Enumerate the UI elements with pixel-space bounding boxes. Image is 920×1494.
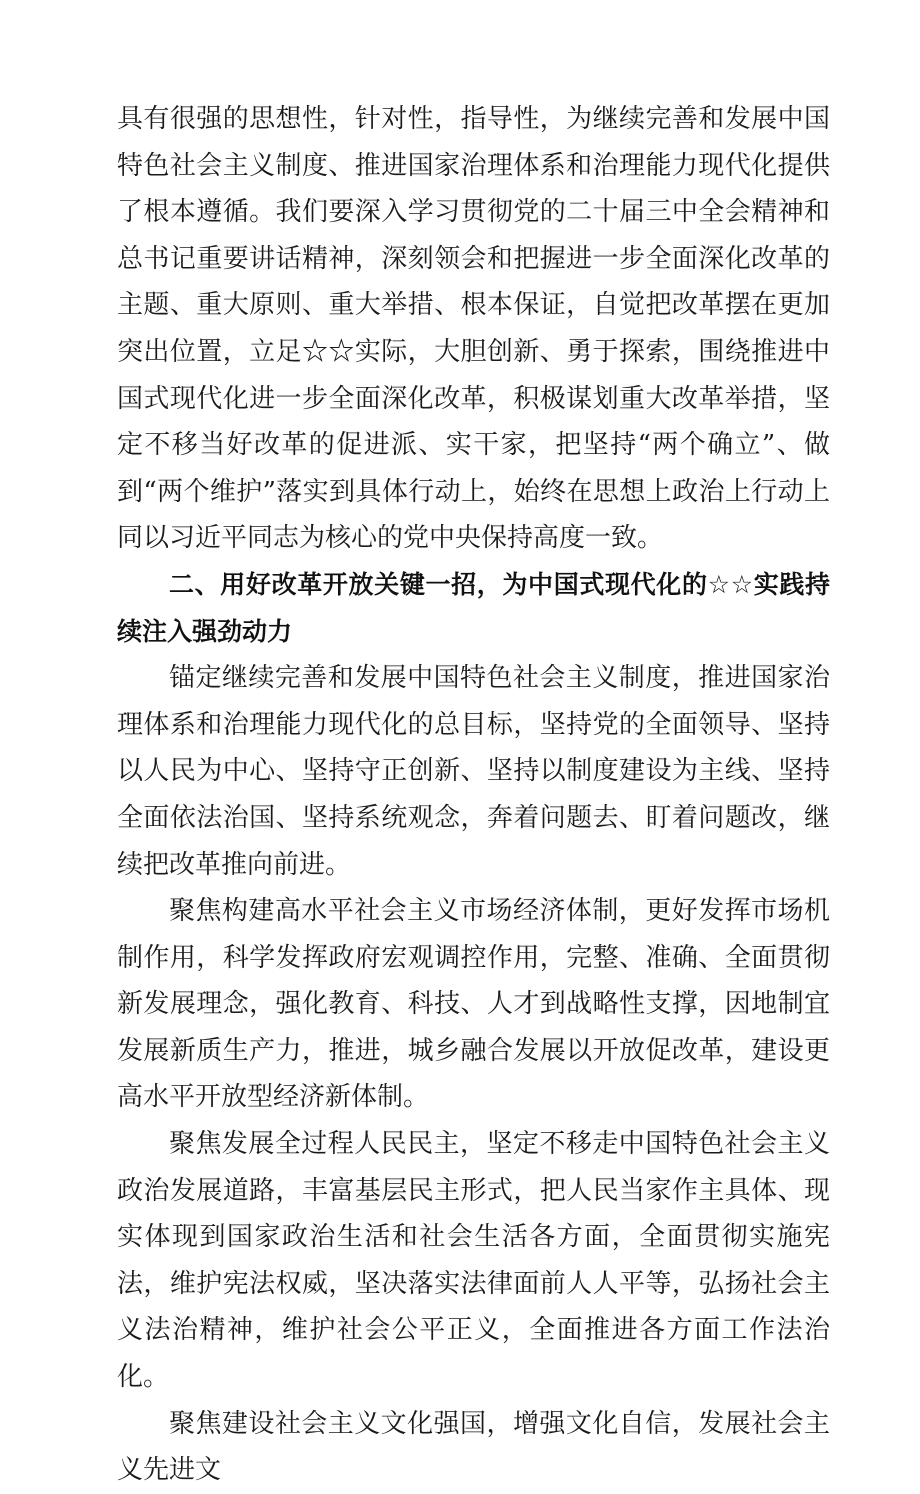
paragraph-market-economy: 聚焦构建高水平社会主义市场经济体制，更好发挥市场机制作用，科学发挥政府宏观调控作用，完整、准确、全面贯彻新发展理念，强化教育、科技、人才到战略性支撑，因地制宜发展新质生产力，推进，城乡融合发展以开放促改革，建设更高水平开放型经济新体制。 [117, 896, 830, 1113]
paragraph-continuation: 具有很强的思想性，针对性，指导性，为继续完善和发展中国特色社会主义制度、推进国家治理体系和治理能力现代化提供了根本遵循。我们要深入学习贯彻党的二十届三中全会精神和总书记重要讲话精神，深刻领会和把握进一步全面深化改革的主题、重大原则、重大举措、根本保证，自觉把改革摆在更加突出位置，立足☆☆实际，大胆创新、勇于探索，围绕推进中国式现代化进一步全面深化改革，积极谋划重大改革举措，坚定不移当好改革的促进派、实干家，把坚持“两个确立”、做到“两个维护”落实到具体行动上，始终在思想上政治上行动上同以习近平同志为核心的党中央保持高度一致。 [117, 104, 830, 554]
paragraph-culture: 聚焦建设社会主义文化强国，增强文化自信，发展社会主义先进文 [117, 1408, 830, 1486]
section-heading-2: 二、用好改革开放关键一招，为中国式现代化的☆☆实践持续注入强劲动力 [117, 569, 830, 646]
paragraph-overall-goal: 锚定继续完善和发展中国特色社会主义制度，推进国家治理体系和治理能力现代化的总目标，坚持党的全面领导、坚持以人民为中心、坚持守正创新、坚持以制度建设为主线、坚持全面依法治国、坚持系统观念，奔着问题去、盯着问题改，继续把改革推向前进。 [117, 663, 830, 880]
document-body [117, 96, 830, 1494]
paragraph-democracy: 聚焦发展全过程人民民主，坚定不移走中国特色社会主义政治发展道路，丰富基层民主形式，把人民当家作主具体、现实体现到国家政治生活和社会生活各方面，全面贯彻实施宪法，维护宪法权威，坚决落实法律面前人人平等，弘扬社会主义法治精神，维护社会公平正义，全面推进各方面工作法治化。 [117, 1129, 830, 1393]
